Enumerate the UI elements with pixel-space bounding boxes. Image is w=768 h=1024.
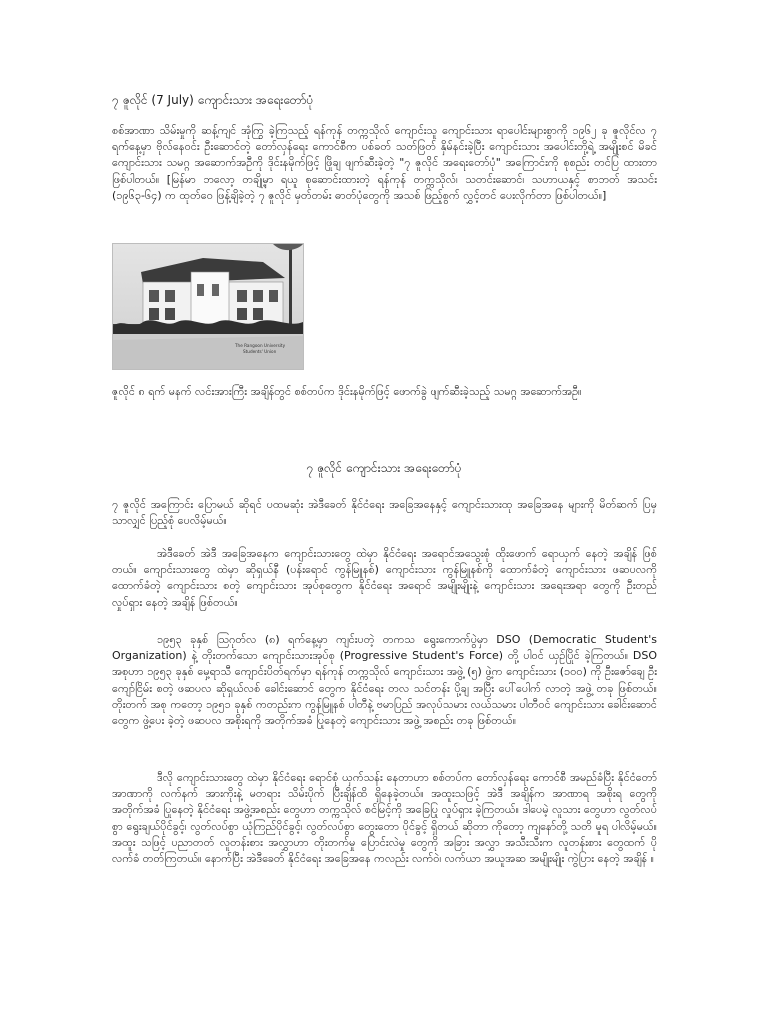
student-union-building-photo xyxy=(112,243,304,370)
intro-paragraph: စစ်အာဏာ သိမ်းမှုကို ဆန့်ကျင် အုံကြွ ခဲ့ကြသည့် ရန်ကုန် တက္ကသိုလ် ကျောင်းသူ ကျောင်းသား ရာပေါင်းများစွာကို ၁၉၆၂ ခု ဇူလိုင်လ ၇ ရက်နေ့မှာ ဗိုလ်နေဝင်း ဦးဆောင်တဲ့ တော်လှန်ရေး ကောင်စီက ပစ်ခတ် သတ်ဖြတ် နှိမ်နင်းခဲ့ပြီး ကျောင်းသား အပေါင်းတို့ရဲ့ အမျိုးစင် မိခင် ကျောင်းသား သမဂ္ဂ အဆောက်အဦကို ဒိုင်းနမိုက်ဖြင့် ဖြိုချ ဖျက်ဆီးခဲ့တဲ့ "၇ ဇူလိုင် အရေးတော်ပုံ" အကြောင်းကို စုစည်း တင်ပြ ထားတာ ဖြစ်ပါတယ်။ [မြန်မာ ဘလော့ တချို့မှာ ရယူ စုဆောင်းထားတဲ့ ရန်ကုန် တက္ကသိုလ်၊ သတင်းဆောင်၊ သဟာယနှင့် စာဘတ် အသင်း (၁၉၆၃-၆၄) က ထုတ်ဝေ ဖြန့်ချိခဲ့တဲ့ ၇ ဇူလိုင် မှတ်တမ်း ဓာတ်ပုံတွေကို အသစ် ဖြည့်စွက် လွှင့်တင် ပေးလိုက်တာ ဖြစ်ပါတယ်။] xyxy=(112,124,657,202)
section-title: ၇ ဇူလိုင် ကျောင်းသား အရေးတော်ပုံ xyxy=(306,461,462,475)
paragraph-political-colors: ဒီလို ကျောင်းသားတွေ ထဲမှာ နိုင်ငံရေး ရောင်စုံ ယှက်သန်း နေတာဟာ စစ်တပ်က တော်လှန်ရေး ကောင်စီ အမည်ခံပြီး နိုင်ငံတော် အာဏာကို လက်နက် အားကိုးနဲ့ မတရား သိမ်းပိုက် ပြီးချိန်ထိ ရှိနေခဲ့တယ်။ အထူးသဖြင့် အဲဒီ အချိန်က အာဏာရ အစိုးရ တွေကို အတိုက်အခံ ပြုနေတဲ့ နိုင်ငံရေး အဖွဲ့အစည်း တွေဟာ တက္ကသိုလ် စင်မြင့်ကို အခြေပြု လှုပ်ရှား ခဲ့ကြတယ်။ ဒါပေမဲ့ လူသား တွေဟာ လွတ်လပ်စွာ ရွေးချယ်ပိုင်ခွင့်၊ လွတ်လပ်စွာ ယုံကြည်ပိုင်ခွင့်၊ လွတ်လပ်စွာ တွေးတော ပိုင်ခွင့် ရှိတယ် ဆိုတာ ကိုတော့ ကျနော်တို့ သတိ မူရ ပါလိမ့်မယ်။ အထူး သဖြင့် ပညာတတ် လူတန်းစား အလွှာဟာ တိုးတက်မှု ပြောင်းလဲမှု တွေကို အခြား အလွှာ အသီးသီးက လူတန်းစား တွေထက် ပို လက်ခံ တတ်ကြတယ်။ နောက်ပြီး အဲဒီခေတ် နိုင်ငံရေး အခြေအနေ ကလည်း လက်ဝဲ၊ လက်ယာ အယူအဆ အမျိုးမျိုး ကွဲပြား နေတဲ့ အချိန် ။ xyxy=(112,771,657,866)
photo-label-line2: Students' Union xyxy=(243,349,277,354)
paragraph-intro-context: ၇ ဇူလိုင် အကြောင်း ပြောမယ် ဆိုရင် ပထမဆုံး အဲဒီခေတ် နိုင်ငံရေး အခြေအနေနှင့် ကျောင်းသားထု အခြေအနေ များကို မိတ်ဆက် ပြမှ သာလျှင် ပြည့်စုံ ပေလိမ့်မယ်။ xyxy=(112,498,657,528)
page-heading: ၇ ဇူလိုင် (7 July) ကျောင်းသား အရေးတော်ပုံ xyxy=(112,93,314,107)
photo-label-line1: The Rangoon University xyxy=(235,343,286,348)
paragraph-political-groups: အဲဒီခေတ် အဲဒီ အခြေအနေက ကျောင်းသားတွေ ထဲမှာ နိုင်ငံရေး အရောင်အသွေးစုံ ထိုးဖောက် ရောယှက် နေတဲ့ အချိန် ဖြစ်တယ်။ ကျောင်းသားတွေ ထဲမှာ ဆိုရှယ်နီ (ပန်းရောင် ကွန်မြူနစ်) ကျောင်းသား ကွန်မြူနစ်ကို ထောက်ခံတဲ့ ကျောင်းသား ဖဆပလကို ထောက်ခံတဲ့ ကျောင်းသား စတဲ့ ကျောင်းသား အုပ်စုတွေက နိုင်ငံရေး အရောင် အမျိုးမျိုးနဲ့ ကျောင်းသား အရေးအရာ တွေကို ဦးတည် လှုပ်ရှား နေတဲ့ အချိန် ဖြစ်တယ်။ xyxy=(112,547,657,609)
photo-caption: ဇူလိုင် ၈ ရက် မနက် လင်းအားကြီး အချိန်တွင် စစ်တပ်က ဒိုင်းနမိုက်ဖြင့် ဖောက်ခွဲ ဖျက်ဆီးခဲ့သည့် သမဂ္ဂ အဆောက်အဦ။ xyxy=(112,385,582,398)
paragraph-dso-election: ၁၉၅၃ ခုနှစ် ဩဂုတ်လ (၈) ရက်နေ့မှာ ကျင်းပတဲ့ တကသ ရွေးကောက်ပွဲမှာ DSO (Democratic Student's Organization) နဲ့ တိုးတက်သော ကျောင်းသားအုပ်စု (Progressive Student's Force) တို့ ပါဝင် ယှဉ်ပြိုင် ခဲ့ကြတယ်။ DSO အစုဟာ ၁၉၅၃ ခုနှစ် မှေ့ရာသီ ကျောင်းပိတ်ရက်မှာ ရန်ကုန် တက္ကသိုလ် ကျောင်းသား အဖွဲ့ (၅) ဖွဲ့က ကျောင်းသား (၁၀၀) ကို ဦးဇော်ချေ ဦးကျော်ငြိမ်း စတဲ့ ဖဆပလ ဆိုရှယ်လစ် ခေါင်းဆောင် တွေက နိုင်ငံရေး တလ သင်တန်း ပို့ချ အပြီး ပေါ်ပေါက် လာတဲ့ အဖွဲ့ တခု ဖြစ်တယ်။ တိုးတက် အစု ကတော့ ၁၉၅၁ ခုနှစ် ကတည်းက ကွန်မြူနစ် ပါတီနဲ့ ဗမာပြည် အလုပ်သမား လယ်သမား ပါတီဝင် ကျောင်းသား ခေါင်းဆောင် တွေက ဖွဲ့ပေး ခဲ့တဲ့ ဖဆပလ အစိုးရကို အတိုက်အခံ ပြုနေတဲ့ ကျောင်းသား အဖွဲ့ အစည်း တခု ဖြစ်တယ်။ xyxy=(112,633,657,728)
